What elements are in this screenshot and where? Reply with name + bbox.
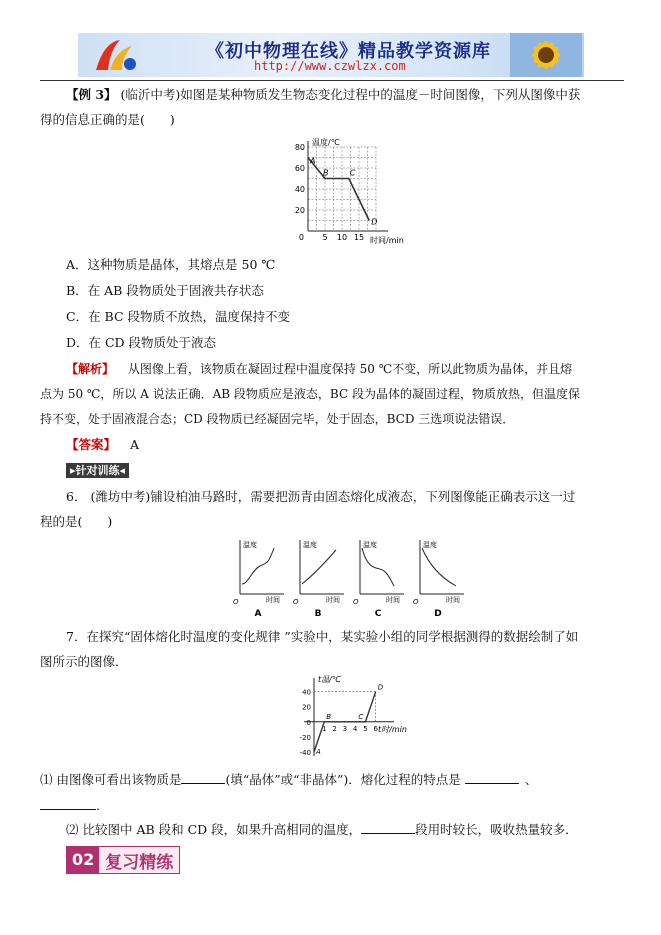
x-tick-label: 5 [322, 233, 328, 242]
q7-sub2-text-b: 段用时较长，吸收热量较多． [415, 822, 578, 837]
q6-graph-options [228, 536, 458, 618]
option-d: D．在 CD 段物质处于液态 [66, 335, 217, 350]
y-tick-label: -20 [299, 733, 311, 742]
q7-number: 7． [66, 629, 87, 644]
q6-graph-a[interactable] [233, 540, 284, 619]
chart-ticks [300, 689, 379, 757]
x-axis-label: 时间 [266, 596, 280, 604]
example-question-text: 如图是某种物质发生物态变化过程中的温度－时间图像，下列从图像中获 [180, 87, 581, 102]
option-b: B．在 AB 段物质处于固液共存状态 [66, 283, 264, 298]
q7-blank-4[interactable] [361, 820, 415, 834]
q7-blank-2[interactable] [465, 770, 519, 784]
chart-grid [308, 147, 376, 231]
q7-text: 在探究“固体熔化时温度的变化规律 ”实验中，某实验小组的同学根据测得的数据绘制了如 [86, 629, 579, 644]
q6-number: 6． [66, 489, 87, 504]
q7-sub1-text-a: ⑴ 由图像可看出该物质是 [40, 772, 182, 787]
y-tick-label: 60 [294, 164, 305, 173]
y-tick-label: -40 [299, 749, 311, 757]
banner-title: 《初中物理在线》精品教学资源库 [206, 41, 491, 62]
training-arrow-left-icon: ▸ [70, 464, 76, 477]
option-c: C．在 BC 段物质不放热，温度保持不变 [66, 309, 290, 324]
y-axis-label: 温度 [363, 541, 377, 549]
x-axis-label: 时间 [386, 596, 400, 604]
y-axis-label: 温度 [423, 541, 437, 549]
point-label: C [349, 168, 356, 178]
option-letter: D [434, 609, 442, 619]
example-label: 【例 3】 [66, 87, 117, 102]
point-label: B [323, 168, 329, 178]
point-label: A [316, 748, 321, 756]
option-letter: A [254, 609, 262, 619]
y-axis-label: t温/℃ [318, 675, 341, 684]
section-header [66, 846, 180, 874]
x-tick-label: 4 [352, 724, 358, 733]
y-tick-label: 40 [302, 688, 311, 697]
x-tick-label: 3 [342, 724, 348, 733]
point-label: D [371, 217, 378, 227]
q6-line1 [66, 488, 575, 506]
origin-label: O [233, 598, 239, 606]
x-tick-label: 6 [373, 724, 378, 733]
q7-sub1-cont [40, 796, 100, 815]
origin-label: O [413, 598, 419, 606]
option-a: A．这种物质是晶体，其熔点是 50 ℃ [66, 257, 276, 272]
q7-sub1-text-c: 、 [524, 772, 538, 787]
temperature-curve [422, 548, 456, 586]
point-labels [315, 684, 384, 756]
analysis-line3: 持不变，处于固液混合态；CD 段物质已经凝固完毕，处于固态，BCD 三选项说法错误． [40, 412, 515, 426]
q7-sub2 [66, 820, 578, 839]
analysis-text-1: 从图像上看，该物质在凝固过程中温度保持 50 ℃不变，所以此物质为晶体，并且熔 [127, 362, 573, 376]
q7-sub1 [40, 770, 537, 789]
x-tick-label: 2 [332, 724, 337, 733]
training-arrow-right-icon: ◂ [119, 464, 126, 477]
x-tick-label: 5 [363, 724, 368, 733]
point-label: A [310, 156, 316, 166]
y-axis-label: 温度 [303, 541, 317, 549]
x-axis-label: 时间 [446, 596, 460, 604]
origin-label: O [353, 598, 359, 606]
option-letter: B [314, 609, 322, 619]
chart-ticks [295, 143, 364, 242]
analysis-line1 [66, 360, 572, 378]
q7-sub1-end: . [96, 798, 100, 813]
y-axis-label: 温度 [243, 541, 257, 549]
q6-graph-c[interactable] [353, 540, 404, 619]
point-label: D [377, 683, 384, 692]
header-rule [40, 80, 624, 81]
point-label: C [358, 712, 364, 721]
answer-label: 【答案】 [66, 437, 117, 452]
q7-sub2-text-a: ⑵ 比较图中 AB 段和 CD 段，如果升高相同的温度， [66, 822, 362, 837]
q7-sub1-text-b: (填“晶体”或“非晶体”)．熔化过程的特点是 [225, 772, 461, 787]
sunflower-icon [510, 33, 582, 77]
temperature-curve [362, 548, 394, 586]
y-tick-label: 80 [294, 143, 305, 152]
y-axis-label: 温度/℃ [312, 138, 340, 147]
q6-graph-d[interactable] [413, 540, 464, 619]
temperature-curve [302, 550, 336, 584]
answer-line [66, 436, 139, 454]
site-logo-icon [86, 36, 146, 74]
x-tick-label: 15 [353, 233, 365, 242]
analysis-label: 【解析】 [66, 362, 115, 376]
temperature-curve [242, 548, 274, 584]
q6-line2: 程的是( ) [40, 514, 113, 529]
q7-line1 [66, 628, 578, 646]
y-tick-label: 20 [302, 703, 311, 712]
analysis-line2: 点为 50 ℃，所以 A 说法正确．AB 段物质应是液态，BC 段为晶体的凝固过程，物质放热，但温度保 [40, 387, 580, 401]
y-tick-label: 20 [294, 206, 305, 215]
example-source: (临沂中考) [120, 87, 181, 102]
banner-url[interactable]: http://www.czwlzx.com [254, 59, 406, 73]
answer-value: A [130, 437, 140, 452]
x-axis-label: 时间/min [370, 236, 404, 245]
x-tick-label: 10 [336, 233, 348, 242]
example-question-line1 [66, 86, 580, 104]
q7-line2: 图所示的图像． [40, 654, 128, 669]
header-banner [78, 33, 584, 77]
training-badge [66, 463, 129, 478]
section-title: 复习精练 [105, 852, 174, 873]
option-letter: C [374, 609, 382, 619]
point-label: B [326, 712, 332, 721]
x-tick-label: 1 [322, 724, 327, 733]
y-tick-label: 0 [306, 718, 311, 727]
section-number: 02 [67, 847, 99, 873]
temperature-curve [308, 158, 369, 221]
q7-blank-3[interactable] [40, 796, 96, 810]
q6-graph-b[interactable] [293, 540, 344, 619]
q6-source: (潍坊中考) [90, 489, 151, 504]
q7-blank-1[interactable] [181, 770, 225, 784]
x-axis-label: t时/min [378, 724, 407, 734]
example-question-line2: 得的信息正确的是( ) [40, 112, 175, 127]
training-label: 针对训练 [75, 464, 120, 477]
cooling-curve-chart [278, 135, 408, 250]
y-tick-label: 40 [294, 185, 305, 194]
q6-text: 铺设柏油马路时，需要把沥青由固态熔化成液态，下列图像能正确表示这一过 [150, 489, 576, 504]
origin-label: 0 [298, 233, 304, 242]
x-axis-label: 时间 [326, 596, 340, 604]
origin-label: O [293, 598, 299, 606]
melting-curve-chart [286, 672, 416, 762]
